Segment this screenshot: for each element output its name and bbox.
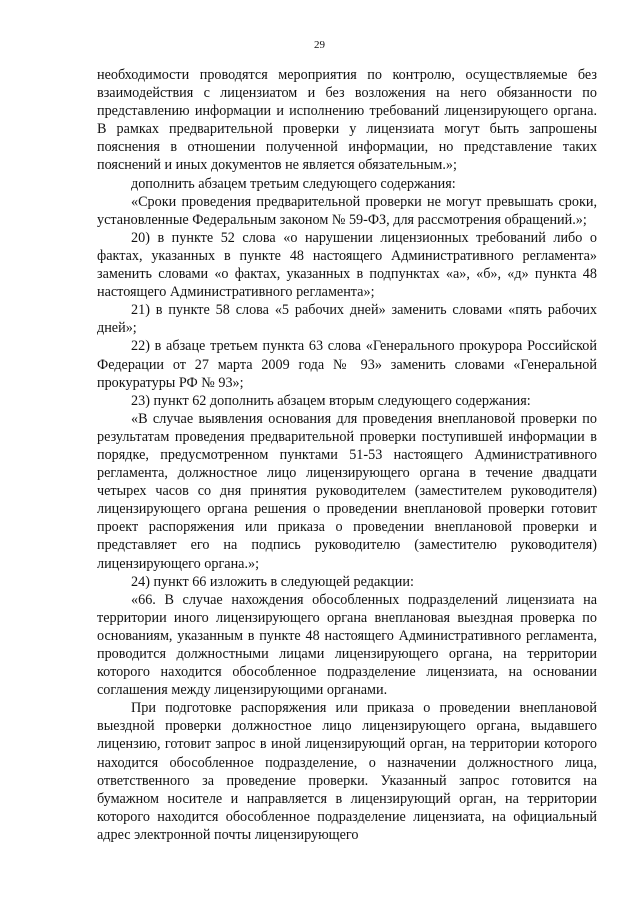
paragraph: «Сроки проведения предварительной проверки не могут превышать сроки, установленные Федеральным законом № 59-ФЗ, для рассмотрения обращений.»; (97, 193, 597, 228)
paragraph: 21) в пункте 58 слова «5 рабочих дней» заменить словами «пять рабочих дней»; (97, 302, 597, 337)
paragraph: 23) пункт 62 дополнить абзацем вторым следующего содержания: (131, 392, 531, 409)
paragraph: «66. В случае нахождения обособленных подразделений лицензиата на территории иного лицензирующего органа внеплановая выездная проверка по основаниям, указанным в пункте 48 настоящего Административного регламента, проводится должностными лицами лицензирующего органа, на территории которого находится обособленное подразделение лицензиата, на основании соглашения между лицензирующими органами. (97, 591, 597, 699)
paragraph: При подготовке распоряжения или приказа о проведении внеплановой выездной проверки должностное лицо лицензирующего органа, выдавшего лицензию, готовит запрос в иной лицензирующий орган, на территории которого находится обособленное подразделение, о назначении должностного лица, ответственного за проведение проверки. Указанный запрос готовится на бумажном носителе и направляется в лицензирующий орган, на территории которого находится обособленное подразделение лицензиата, на официальный адрес электронной почты лицензирующего (97, 700, 597, 843)
page-number: 29 (314, 39, 325, 51)
paragraph: необходимости проводятся мероприятия по контролю, осуществляемые без взаимодействия с лицензиатом и без возложения на него обязанности по представлению информации и исполнению требований лицензирующего органа. В рамках предварительной проверки у лицензиата могут быть запрошены пояснения в отношении полученной информации, но представление таких пояснений и иных документов не является обязательным.»; (97, 67, 597, 174)
paragraph: «В случае выявления основания для проведения внеплановой проверки по результатам проведения предварительной проверки поступившей информации в порядке, предусмотренном пунктами 51-53 настоящего Административного регламента, должностное лицо лицензирующего органа в течение двадцати четырех часов со дня принятия руководителем (заместителем руководителя) лицензирующего органа решения о проведении внеплановой проверки готовит проект распоряжения или приказа о проведении внеплановой проверки и представляет его на подпись руководителю (заместителю руководителя) лицензирующего органа.»; (97, 410, 597, 572)
paragraph: дополнить абзацем третьим следующего содержания: (131, 175, 456, 192)
paragraph: 24) пункт 66 изложить в следующей редакции: (131, 573, 414, 590)
paragraph: 22) в абзаце третьем пункта 63 слова «Генерального прокурора Российской Федерации от 27 марта 2009 года № 93» заменить словами «Генеральной прокуратуры РФ № 93»; (97, 338, 597, 391)
paragraph: 20) в пункте 52 слова «о нарушении лицензионных требований либо о фактах, указанных в пункте 48 настоящего Административного регламента» заменить словами «о фактах, указанных в подпунктах «а», «б», «д» пункта 48 настоящего Административного регламента»; (97, 229, 597, 301)
document-body (97, 66, 597, 844)
